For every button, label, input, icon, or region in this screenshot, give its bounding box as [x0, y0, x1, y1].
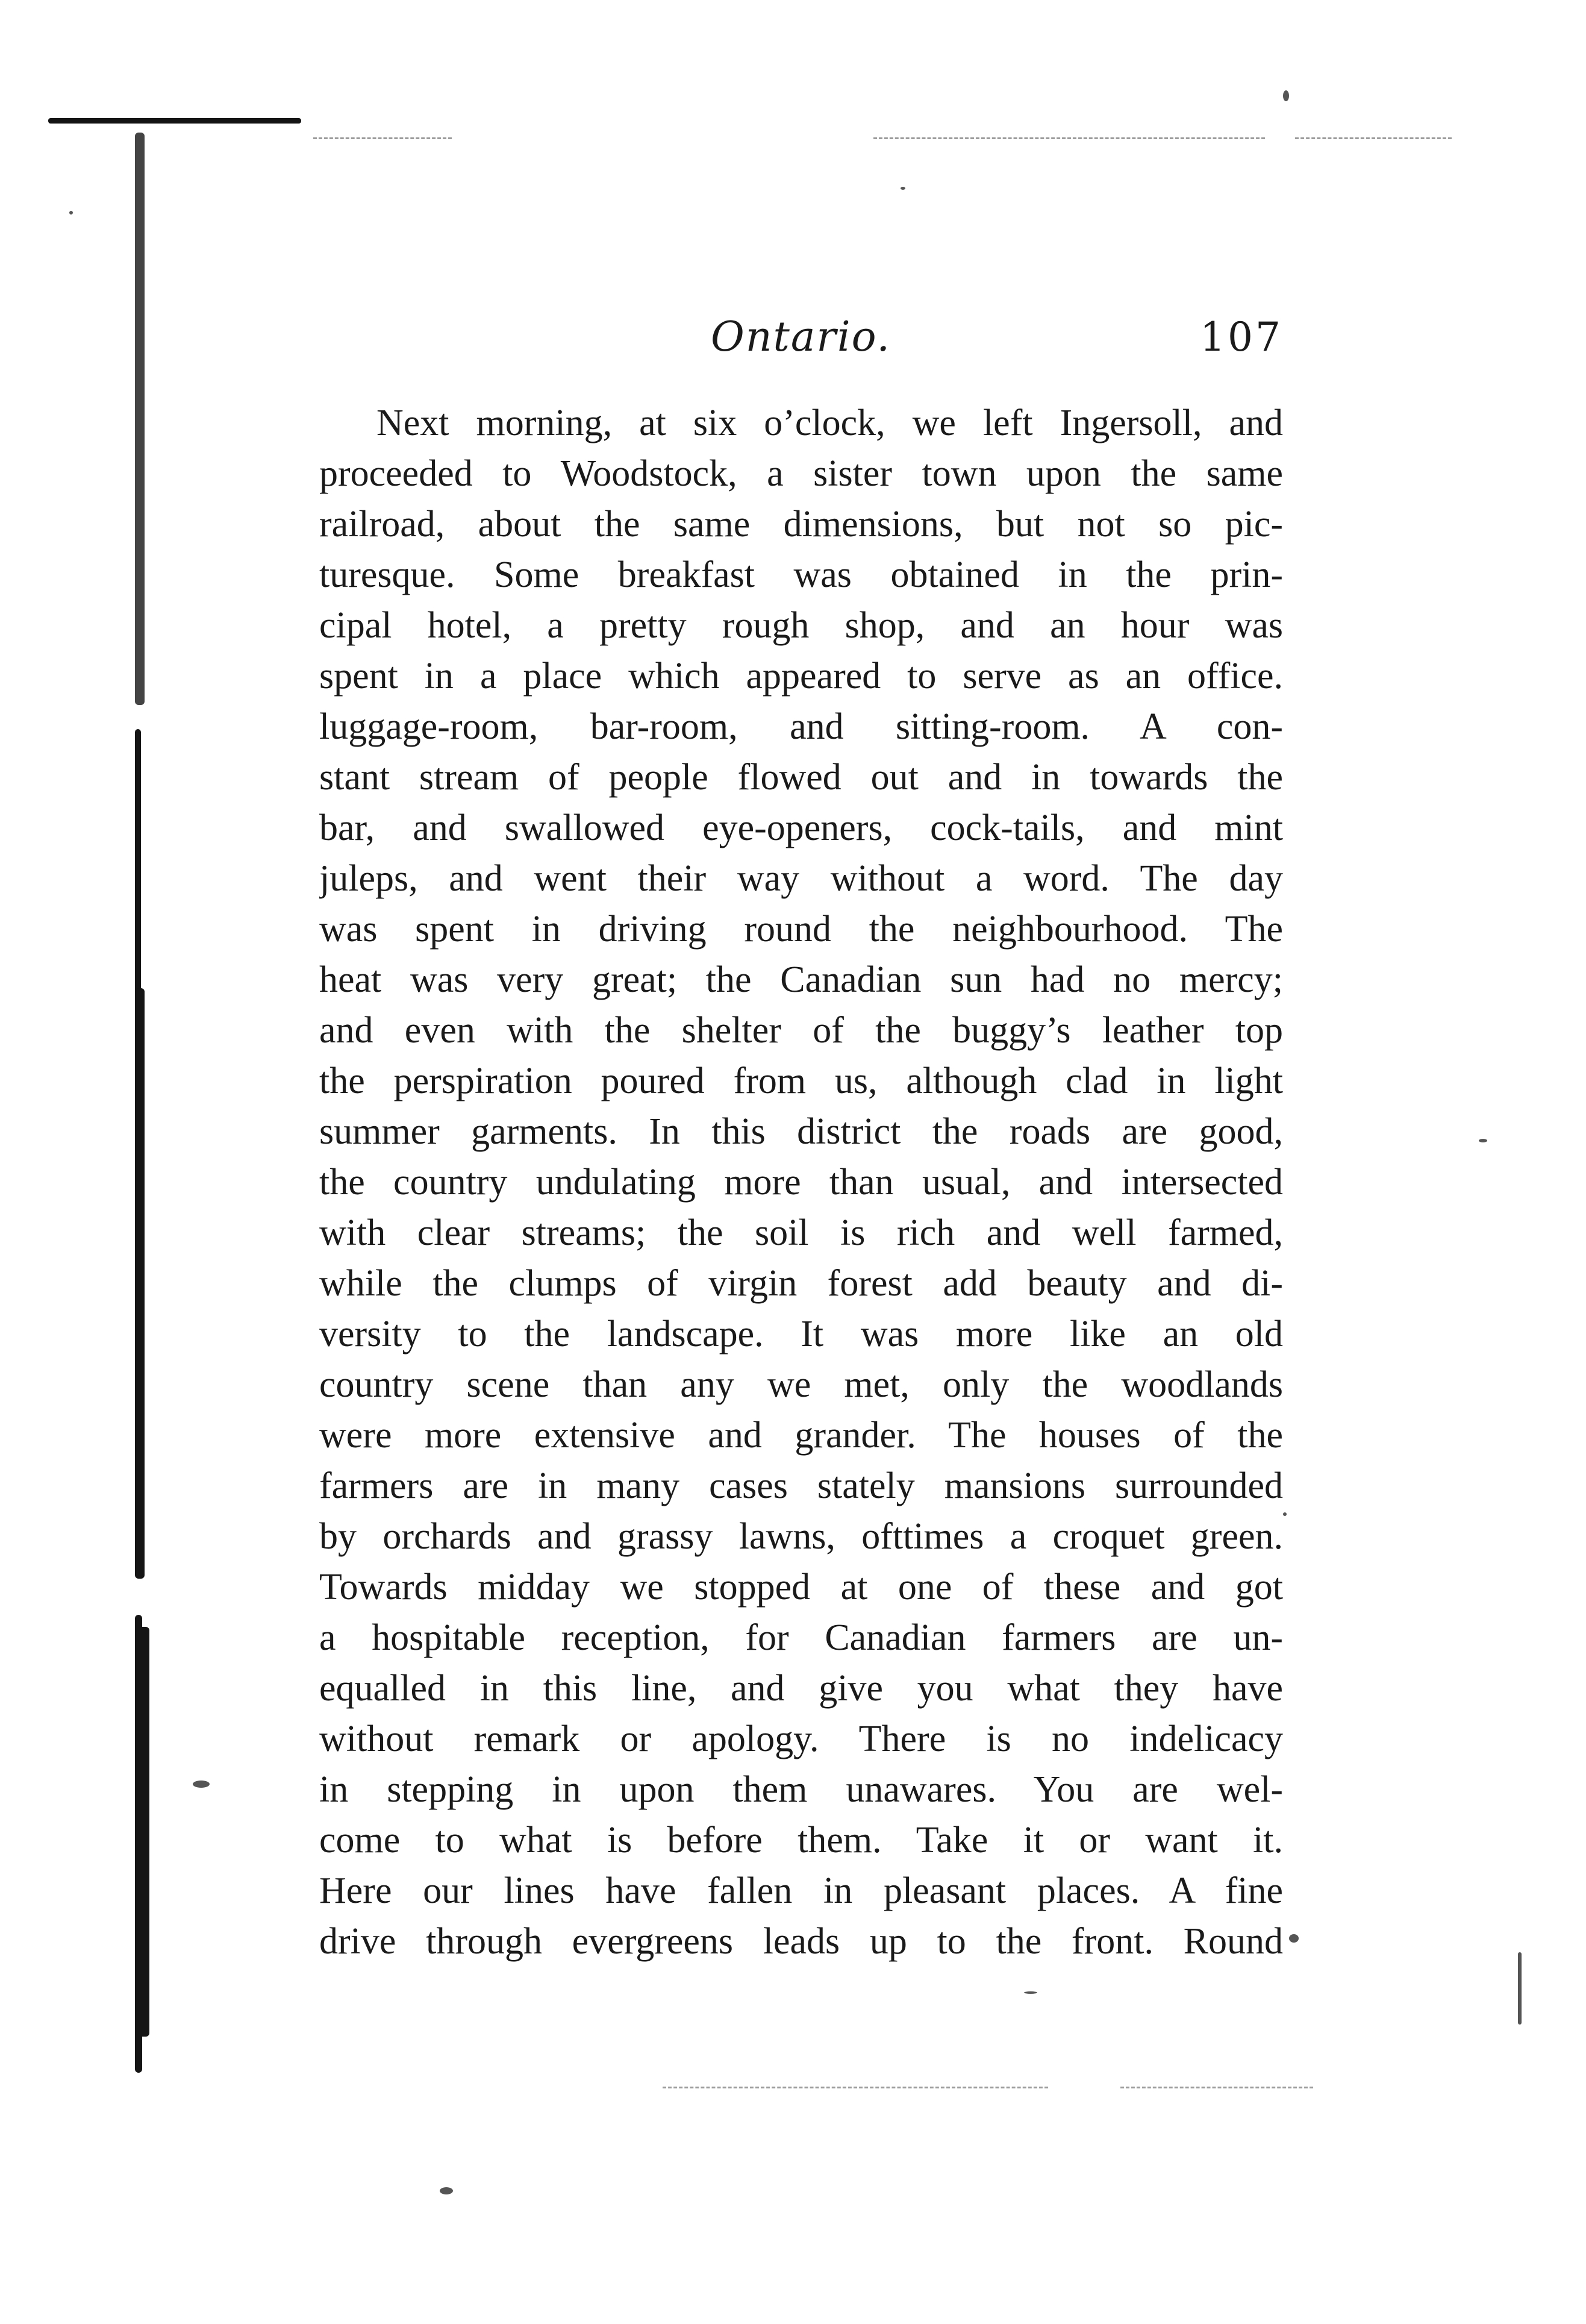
text-line: country scene than any we met, only the woodlands — [319, 1364, 1283, 1405]
text-line: come to what is before them. Take it or want it. — [319, 1820, 1283, 1861]
text-line: spent in a place which appeared to serve as an office. — [319, 656, 1283, 697]
text-line: equalled in this line, and give you what they have — [319, 1668, 1283, 1709]
scan-dash-bottom — [663, 2087, 1048, 2090]
scan-speck — [1289, 1934, 1299, 1943]
scan-dash-top — [873, 137, 1265, 141]
binding-shadow — [135, 988, 145, 1579]
binding-shadow — [137, 1627, 149, 2037]
text-line: farmers are in many cases stately mansions surrounded — [319, 1465, 1283, 1506]
text-line: bar, and swallowed eye-openers, cock-tails, and mint — [319, 807, 1283, 848]
text-line: Next morning, at six o’clock, we left Ingersoll, and — [376, 402, 1283, 443]
scan-speck — [193, 1781, 210, 1788]
text-line: juleps, and went their way without a word. The day — [319, 858, 1283, 899]
text-line: heat was very great; the Canadian sun had no mercy; — [319, 959, 1283, 1000]
text-line: the perspiration poured from us, although clad in light — [319, 1060, 1283, 1101]
text-line: a hospitable reception, for Canadian farmers are un- — [319, 1617, 1283, 1658]
text-line: by orchards and grassy lawns, ofttimes a croquet green. — [319, 1516, 1283, 1557]
text-line: in stepping in upon them unawares. You are wel- — [319, 1769, 1283, 1810]
scan-speck — [1479, 1139, 1487, 1142]
scan-dash-bottom — [1120, 2087, 1313, 2090]
scan-dash-top — [1295, 137, 1452, 141]
scan-edge-rule — [48, 118, 301, 124]
scan-speck — [440, 2187, 453, 2194]
scan-speck — [1283, 90, 1289, 101]
text-line: versity to the landscape. It was more like an old — [319, 1314, 1283, 1355]
text-line: luggage-room, bar-room, and sitting-room. A con- — [319, 706, 1283, 747]
scan-speck — [901, 187, 905, 190]
text-line: stant stream of people flowed out and in towards the — [319, 757, 1283, 798]
running-head — [319, 301, 1283, 374]
scan-speck — [69, 211, 73, 215]
binding-shadow — [135, 133, 145, 705]
text-line: while the clumps of virgin forest add beauty and di- — [319, 1263, 1283, 1304]
scan-speck — [1024, 1991, 1037, 1994]
text-line: Here our lines have fallen in pleasant places. A fine — [319, 1870, 1283, 1911]
text-line: proceeded to Woodstock, a sister town upon the same — [319, 453, 1283, 494]
text-line: the country undulating more than usual, and intersected — [319, 1162, 1283, 1203]
scan-dash-top — [313, 137, 452, 141]
text-line: and even with the shelter of the buggy’s leather top — [319, 1010, 1283, 1051]
text-line: was spent in driving round the neighbourhood. The — [319, 909, 1283, 950]
scan-speck — [1518, 1952, 1522, 2025]
text-line: railroad, about the same dimensions, but not so pic- — [319, 504, 1283, 545]
text-line: without remark or apology. There is no indelicacy — [319, 1718, 1283, 1759]
text-line: cipal hotel, a pretty rough shop, and an hour was — [319, 605, 1283, 646]
text-line: turesque. Some breakfast was obtained in the prin- — [319, 554, 1283, 595]
text-line: drive through evergreens leads up to the front. Round — [319, 1921, 1283, 1962]
text-line: with clear streams; the soil is rich and well farmed, — [319, 1212, 1283, 1253]
page-number: 107 — [1200, 314, 1283, 360]
text-line: were more extensive and grander. The houses of the — [319, 1415, 1283, 1456]
running-title: Ontario. — [711, 313, 891, 361]
text-line: Towards midday we stopped at one of these and got — [319, 1567, 1283, 1608]
body-text — [319, 398, 1283, 1967]
scan-speck — [1283, 1512, 1287, 1516]
text-line: summer garments. In this district the roads are good, — [319, 1111, 1283, 1152]
